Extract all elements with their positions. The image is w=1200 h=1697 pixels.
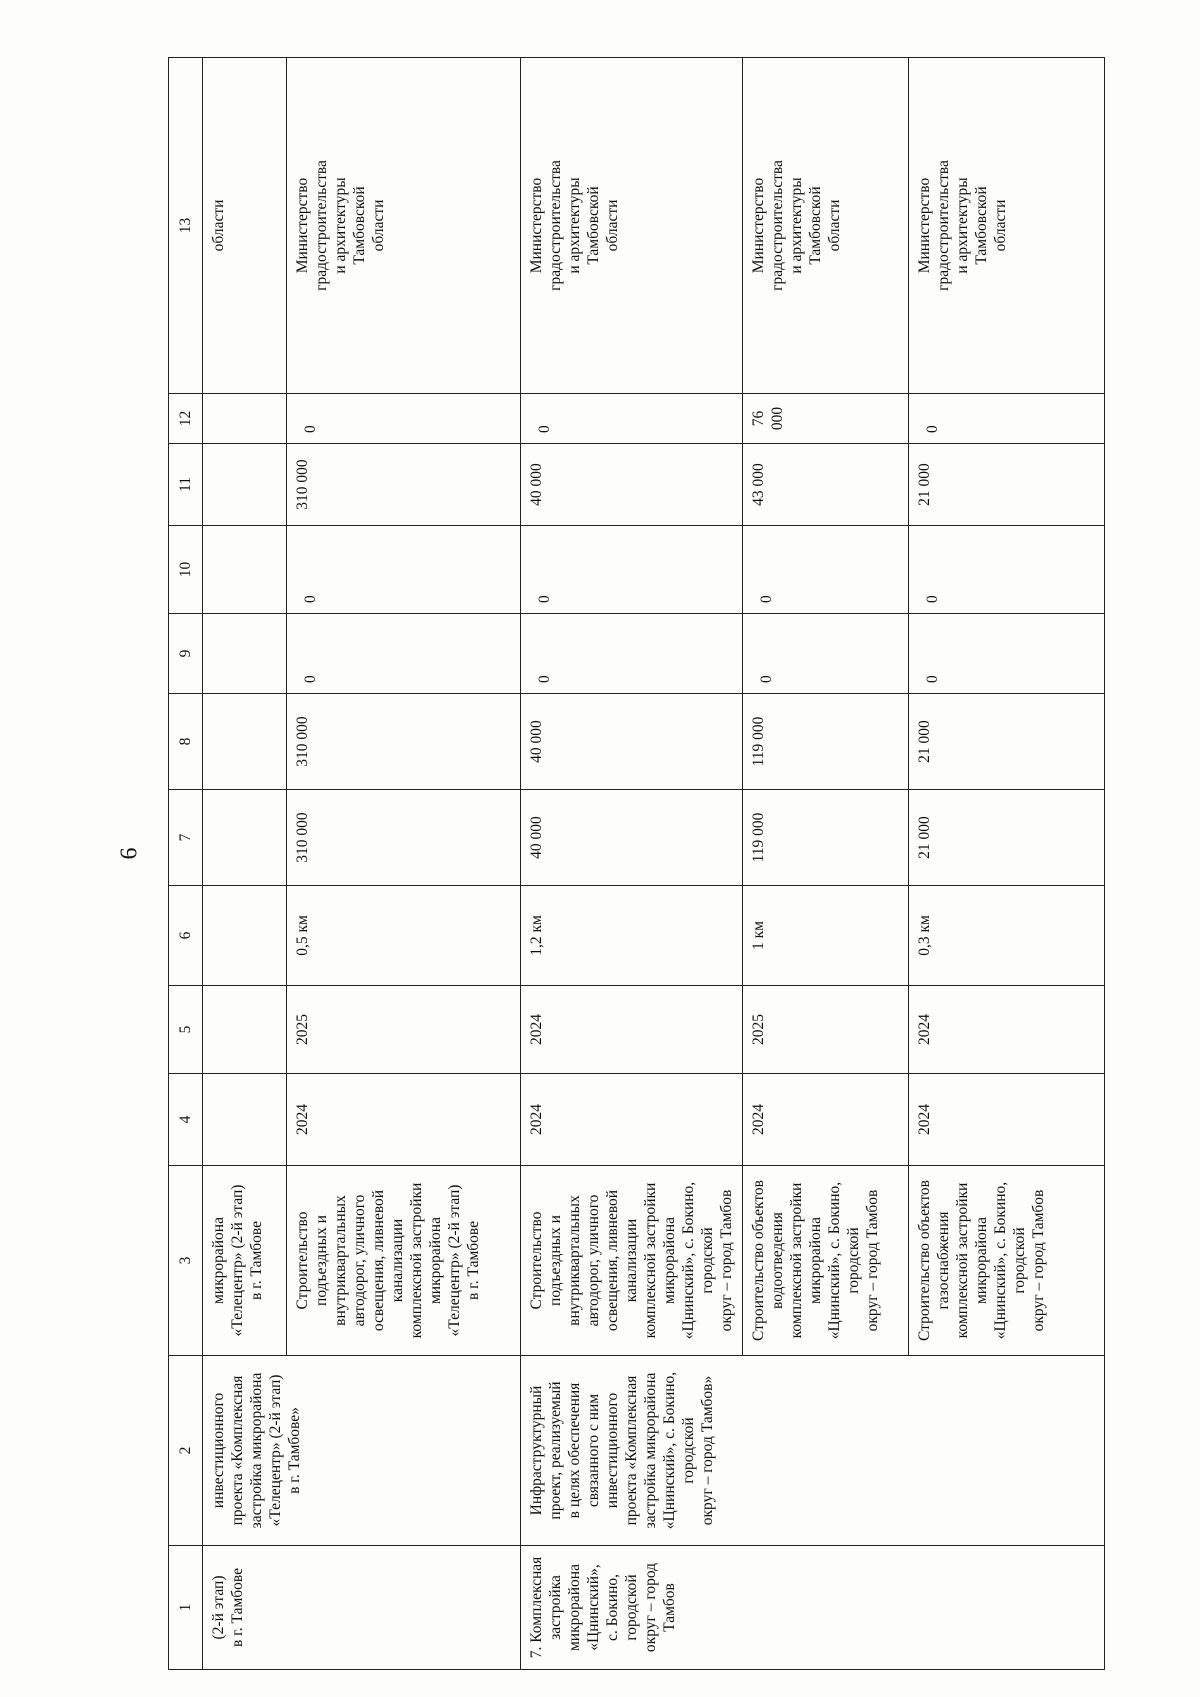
header-cell: 8 xyxy=(169,694,203,790)
cell-value: 43 000 xyxy=(743,444,909,526)
header-cell: 10 xyxy=(169,526,203,614)
header-cell: 6 xyxy=(169,886,203,986)
header-cell: 13 xyxy=(169,58,203,394)
cell-value: 0 xyxy=(521,614,743,694)
cell-cost: 40 000 xyxy=(521,790,743,886)
cell-activity: Строительство подъездных и внутриквартальных автодорог, уличного освещения, ливневой канализации комплексной застройки микрорайона «Телецентр» (2-й этап) в г. Тамбове xyxy=(287,1166,521,1356)
cell-empty xyxy=(203,1074,287,1166)
cell-value: 0 xyxy=(743,614,909,694)
cell-cost: 119 000 xyxy=(743,790,909,886)
cell-capacity: 0,5 км xyxy=(287,886,521,986)
cell-empty xyxy=(203,526,287,614)
cell-total: 119 000 xyxy=(743,694,909,790)
header-cell: 11 xyxy=(169,444,203,526)
cell-responsible: Министерство градостроительства и архитектуры Тамбовской области xyxy=(521,58,743,394)
cell-start-year: 2024 xyxy=(743,1074,909,1166)
header-cell: 2 xyxy=(169,1356,203,1546)
cell-capacity: 1 км xyxy=(743,886,909,986)
table-row-continuation xyxy=(203,58,287,1670)
cell-cost: 21 000 xyxy=(909,790,1105,886)
header-row xyxy=(169,58,203,1670)
cell-responsible: области xyxy=(203,58,287,394)
header-cell: 5 xyxy=(169,986,203,1074)
cell-object-name: 7. Комплексная застройка микрорайона «Цнинский», с. Бокино, городской округ – город Тамбов xyxy=(521,1546,1105,1670)
cell-value: 310 000 xyxy=(287,444,521,526)
cell-cost: 310 000 xyxy=(287,790,521,886)
cell-value: 0 xyxy=(909,394,1105,444)
cell-empty xyxy=(203,886,287,986)
cell-value: 0 xyxy=(287,394,521,444)
cell-value: 0 xyxy=(909,614,1105,694)
cell-activity: Строительство объектов газоснабжения комплексной застройки микрорайона «Цнинский», с. Бокино, городской округ – город Тамбов xyxy=(909,1166,1105,1356)
data-table xyxy=(168,57,1105,1670)
cell-responsible: Министерство градостроительства и архитектуры Тамбовской области xyxy=(743,58,909,394)
cell-capacity: 1,2 км xyxy=(521,886,743,986)
cell-project-name: Инфраструктурный проект, реализуемый в целях обеспечения связанного с ним инвестиционного проекта «Комплексная застройка микрорайона «Цнинский», с. Бокино, городской округ – город Тамбов» xyxy=(521,1356,1105,1546)
cell-value: 0 xyxy=(287,526,521,614)
header-cell: 9 xyxy=(169,614,203,694)
header-cell: 4 xyxy=(169,1074,203,1166)
cell-responsible: Министерство градостроительства и архитектуры Тамбовской области xyxy=(287,58,521,394)
cell-empty xyxy=(203,394,287,444)
cell-capacity: 0,3 км xyxy=(909,886,1105,986)
cell-activity: Строительство подъездных и внутриквартальных автодорог, уличного освещения, ливневой канализации комплексной застройки микрорайона «Цнинский», с. Бокино, городской округ – город Тамбов xyxy=(521,1166,743,1356)
header-cell: 3 xyxy=(169,1166,203,1356)
cell-start-year: 2024 xyxy=(521,1074,743,1166)
cell-end-year: 2024 xyxy=(909,986,1105,1074)
page-number: 6 xyxy=(116,847,143,860)
cell-activity: Строительство объектов водоотведения комплексной застройки микрорайона «Цнинский», с. Бокино, городской округ – город Тамбов xyxy=(743,1166,909,1356)
cell-end-year: 2025 xyxy=(287,986,521,1074)
table-sheet xyxy=(168,58,1168,1670)
cell-responsible: Министерство градостроительства и архитектуры Тамбовской области xyxy=(909,58,1105,394)
cell-start-year: 2024 xyxy=(287,1074,521,1166)
cell-value: 40 000 xyxy=(521,444,743,526)
cell-total: 40 000 xyxy=(521,694,743,790)
header-cell: 7 xyxy=(169,790,203,886)
cell-value: 0 xyxy=(743,526,909,614)
cell-empty xyxy=(203,444,287,526)
cell-value: 0 xyxy=(521,394,743,444)
cell-end-year: 2025 xyxy=(743,986,909,1074)
cell-object-name: (2-й этап) в г. Тамбове xyxy=(203,1546,521,1670)
rotated-table-container xyxy=(168,58,1168,1670)
cell-value: 0 xyxy=(521,526,743,614)
header-cell: 12 xyxy=(169,394,203,444)
cell-value: 0 xyxy=(909,526,1105,614)
cell-empty xyxy=(203,986,287,1074)
table-row xyxy=(521,58,743,1670)
cell-value: 0 xyxy=(287,614,521,694)
cell-empty xyxy=(203,694,287,790)
cell-total: 21 000 xyxy=(909,694,1105,790)
cell-empty xyxy=(203,790,287,886)
cell-activity: микрорайона «Телецентр» (2-й этап) в г. Тамбове xyxy=(203,1166,287,1356)
cell-total: 310 000 xyxy=(287,694,521,790)
cell-value: 76 000 xyxy=(743,394,909,444)
cell-empty xyxy=(203,614,287,694)
cell-project-name: инвестиционного проекта «Комплексная застройка микрорайона «Телецентр» (2-й этап) в г. Тамбове» xyxy=(203,1356,521,1546)
cell-end-year: 2024 xyxy=(521,986,743,1074)
cell-start-year: 2024 xyxy=(909,1074,1105,1166)
cell-value: 21 000 xyxy=(909,444,1105,526)
header-cell: 1 xyxy=(169,1546,203,1670)
